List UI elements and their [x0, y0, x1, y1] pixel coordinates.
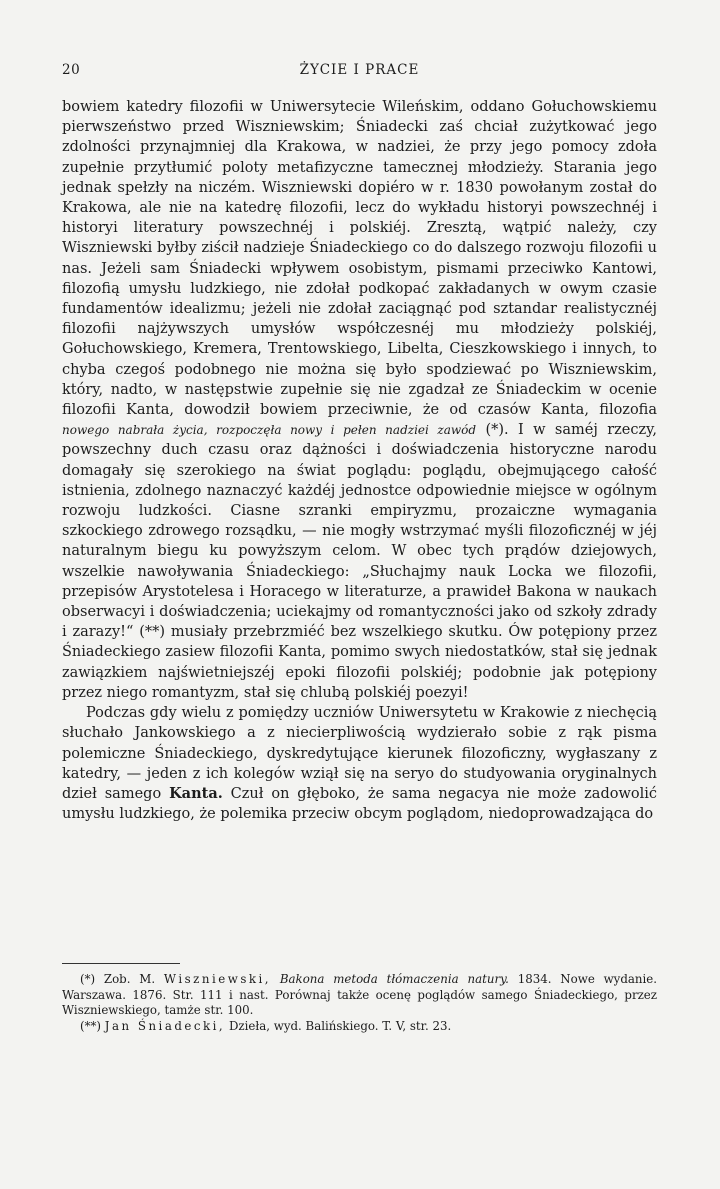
footnote-1-author: Wiszniewski,: [163, 972, 272, 986]
paragraph-1-text: bowiem katedry filozofii w Uniwersytecie Wileńskim, oddano Gołuchowskiemu pierwszeństwo przed Wiszniewskim; Śniadecki zaś chciał zużytkować jego zdolności przynajmniej dla Krakowa, w nadziei, że przy jego pomocy zdoła zupełnie przytłumić poloty metafizyczne tamecznej młodzieży. Starania jego jednak spełzły na niczém. Wiszniewski dopiéro w r. 1830 powołanym został do Krakowa, ale nie na katedrę filozofii, lecz do wykładu historyi powszechnéj i historyi literatury powszechnéj i polskiéj. Zresztą, wątpić należy, czy Wiszniewski byłby ziścił nadzieje Śniadeckiego co do dalszego rozwoju filozofii u nas. Jeżeli sam Śniadecki wpływem osobistym, pismami przeciwko Kantowi, filozofią umysłu ludzkiego, nie zdołał podkopać zakładanych w owym czasie fundamentów idealizmu; jeżeli nie zdołał zaciągnąć pod sztandar realistycznéj filozofii najżywszych umysłów współczesnéj mu młodzieży polskiéj, Gołuchowskiego, Kremera, Trentowskiego, Libelta, Cieszkowskiego i innych, to chyba czegoś podobnego nie można się było spodziewać po Wiszniewskim, który, nadto, w następstwie zupełnie się nie zgadzał ze Śniadeckim w ocenie filozofii Kanta, dowodził bowiem przeciwnie, że od czasów Kanta, filozofia: [62, 99, 657, 419]
paragraph-2-text: Podczas gdy wielu z pomiędzy uczniów Uniwersytetu w Krakowie z niechęcią słuchało Jankowskiego a z niecierpliwością wydzierało sobie z rąk pisma polemiczne Śniadeckiego, dyskredytujące kierunek filozoficzny, wygłaszany z katedry, — jeden z ich kolegów wziął się na seryo do studyowania oryginalnych dzieł samego: [62, 705, 657, 802]
paragraph-2-continuation: Czuł on głęboko, że sama negacya nie może zadowolić umysłu ludzkiego, że polemika przeciw obcym poglądom, niedoprowadzająca do: [62, 785, 658, 823]
running-head: [62, 62, 657, 80]
footnote-2-author: Jan Śniadecki,: [104, 1018, 226, 1033]
footnote-2: [62, 1019, 657, 1035]
footnote-1-title: Bakona metoda tłómaczenia natury.: [279, 972, 509, 986]
footnote-1-rest: 1834. Nowe wydanie. Warszawa. 1876. Str. 111 i nast. Porównaj także ocenę poglądów samego Śniadeckiego, przez Wiszniewskiego, tamże str. 100.: [62, 972, 658, 1017]
footnote-1-mark: (*) Zob. M.: [80, 972, 156, 986]
main-text: [62, 97, 657, 824]
footnote-2-rest: Dzieła, wyd. Balińskiego. T. V, str. 23.: [228, 1018, 452, 1033]
footnote-divider: [62, 963, 180, 964]
paragraph-1-continuation: (*). I w saméj rzeczy, powszechny duch czasu oraz dążności i doświadczenia historyczne narodu domagały się szerokiego na świat poglądu: poglądu, obejmującego całość istnienia, zdolnego naznaczyć każdéj jednostce odpowiednie miejsce w ogólnym rozwoju ludzkości. Ciasne szranki empiryzmu, prozaiczne wymagania szkockiego zdrowego rozsądku, — nie mogły wstrzymać myśli filozoficznéj w jéj naturalnym biegu ku powyższym celom. W obec tych prądów dziejowych, wszelkie nawoływania Śniadeckiego: „Słuchajmy nauk Locka we filozofii, przepisów Arystotelesa i Horacego w literaturze, a prawideł Bakona w naukach obserwacyi i doświadczenia; uciekajmy od romantyczności jako od szkoły zdrady i zarazy!“ (**) musiały przebrzmiéć bez wszelkiego skutku. Ów potępiony przez Śniadeckiego zasiew filozofii Kanta, pomimo swych niedostatków, stał się jednak zawiązkiem najświetniejszéj epoki filozofii polskiéj; podobnie jak potępiony przez niego romantyzm, stał się chlubą polskiéj poezyi!: [62, 422, 658, 701]
footnotes: [62, 972, 657, 1034]
italic-quote: nowego nabrała życia, rozpoczęła nowy i pełen nadziei zawód: [62, 423, 477, 438]
footnote-1: [62, 972, 657, 1019]
paragraph-1: [62, 97, 657, 703]
page-number: 20: [62, 62, 81, 78]
paragraph-2: [62, 703, 657, 824]
footnote-2-mark: (**): [80, 1018, 102, 1033]
running-title: ŻYCIE I PRACE: [299, 62, 420, 78]
bold-kanta: Kanta.: [169, 784, 223, 802]
